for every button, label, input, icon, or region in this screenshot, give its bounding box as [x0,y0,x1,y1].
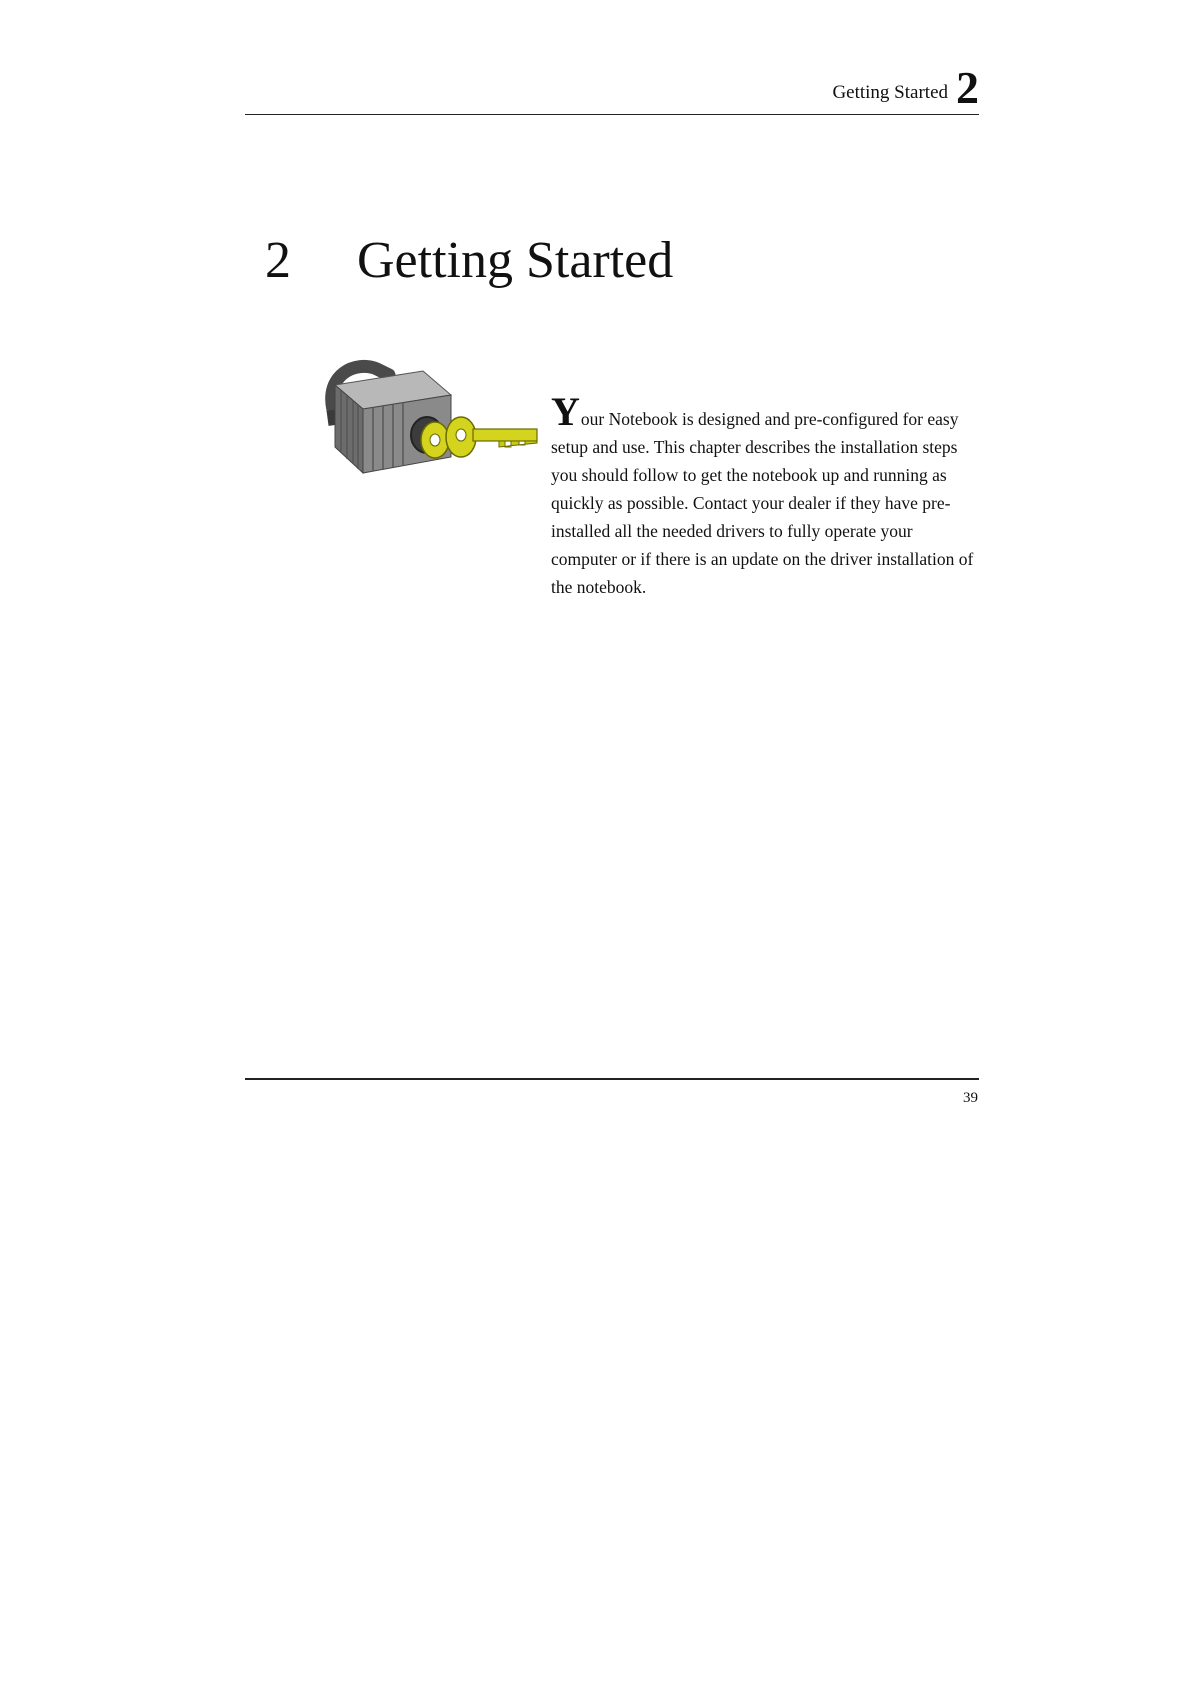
header-rule [245,114,979,115]
running-header [245,58,979,114]
intro-text: our Notebook is designed and pre-configured for easy setup and use. This chapter describes the installation steps you should follow to get the notebook up and running as quickly as possible. Contact your dealer if they have pre-installed all the needed drivers to fully operate your computer or if there is an update on the driver installation of the notebook. [551,409,974,597]
intro-paragraph [551,389,981,601]
chapter-title: Getting Started [357,232,674,289]
padlock-with-keys-icon [315,355,540,485]
footer-rule [245,1078,979,1080]
page-number: 39 [963,1090,978,1106]
header-title: Getting Started [832,82,948,103]
chapter-number: 2 [265,232,291,289]
header-chapter-number: 2 [956,62,979,113]
dropcap: Y [551,389,580,434]
